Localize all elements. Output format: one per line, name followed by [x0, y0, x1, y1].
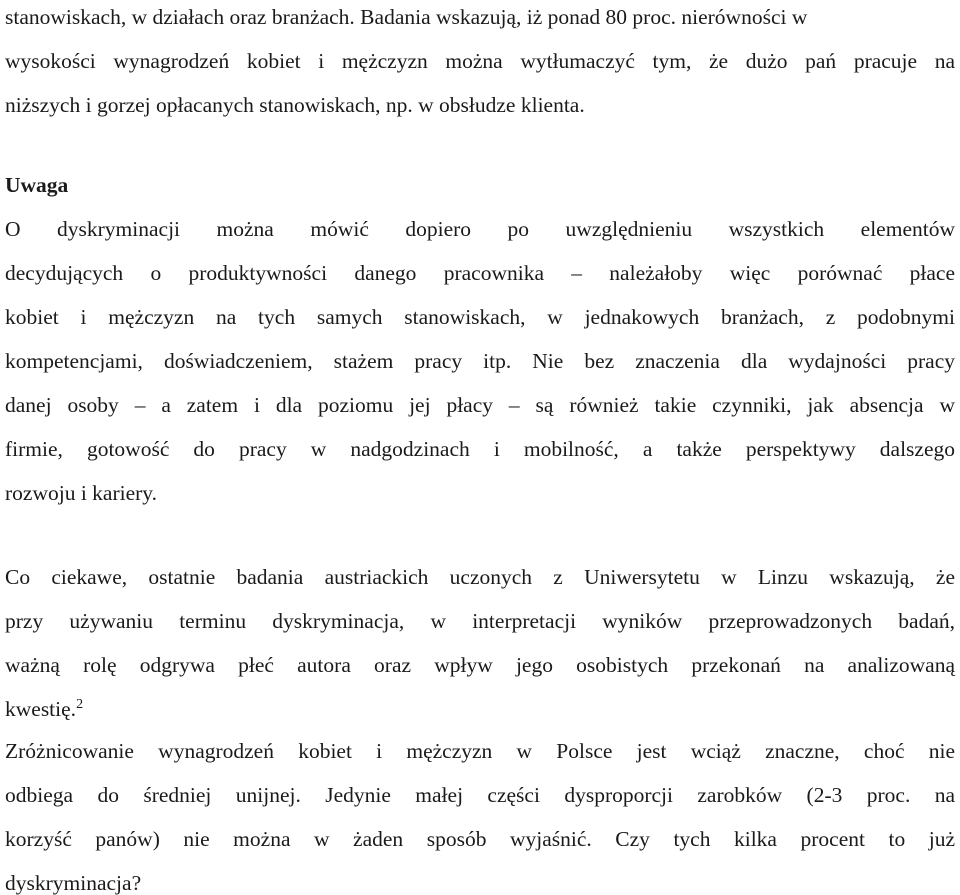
note-heading: Uwaga: [5, 173, 69, 197]
text-line: dyskryminacja?: [5, 871, 142, 895]
text-span: kwestię.: [5, 697, 77, 721]
text-line: odbiega do średniej unijnej. Jedynie małej części dysproporcji zarobków (2-3 proc. na: [5, 783, 955, 807]
text-line: wysokości wynagrodzeń kobiet i mężczyzn można wytłumaczyć tym, że dużo pań pracuje na: [5, 49, 955, 73]
text-line: kobiet i mężczyzn na tych samych stanowiskach, w jednakowych branżach, z podobnymi: [5, 305, 955, 329]
text-line: niższych i gorzej opłacanych stanowiskach, np. w obsłudze klienta.: [5, 93, 585, 117]
text-line: O dyskryminacji można mówić dopiero po uwzględnieniu wszystkich elementów: [5, 217, 955, 241]
text-line: decydujących o produktywności danego pracownika – należałoby więc porównać płace: [5, 261, 955, 285]
text-line: Co ciekawe, ostatnie badania austriackich uczonych z Uniwersytetu w Linzu wskazują, że: [5, 565, 955, 589]
text-line: ważną rolę odgrywa płeć autora oraz wpływ jego osobistych przekonań na analizowaną: [5, 653, 955, 677]
footnote-reference[interactable]: 2: [76, 696, 84, 712]
text-line: korzyść panów) nie można w żaden sposób wyjaśnić. Czy tych kilka procent to już: [5, 827, 955, 851]
text-line: Zróżnicowanie wynagrodzeń kobiet i mężczyzn w Polsce jest wciąż znaczne, choć nie: [5, 739, 955, 763]
text-line: przy używaniu terminu dyskryminacja, w interpretacji wyników przeprowadzonych badań,: [5, 609, 955, 633]
text-line: rozwoju i kariery.: [5, 481, 158, 505]
text-line: firmie, gotowość do pracy w nadgodzinach i mobilność, a także perspektywy dalszego: [5, 437, 955, 461]
text-line: danej osoby – a zatem i dla poziomu jej płacy – są również takie czynniki, jak absencja w: [5, 393, 955, 417]
text-line: [5, 696, 84, 721]
text-line: kompetencjami, doświadczeniem, stażem pracy itp. Nie bez znaczenia dla wydajności pracy: [5, 349, 955, 373]
text-line: stanowiskach, w działach oraz branżach. Badania wskazują, iż ponad 80 proc. nierówności w: [5, 5, 808, 29]
